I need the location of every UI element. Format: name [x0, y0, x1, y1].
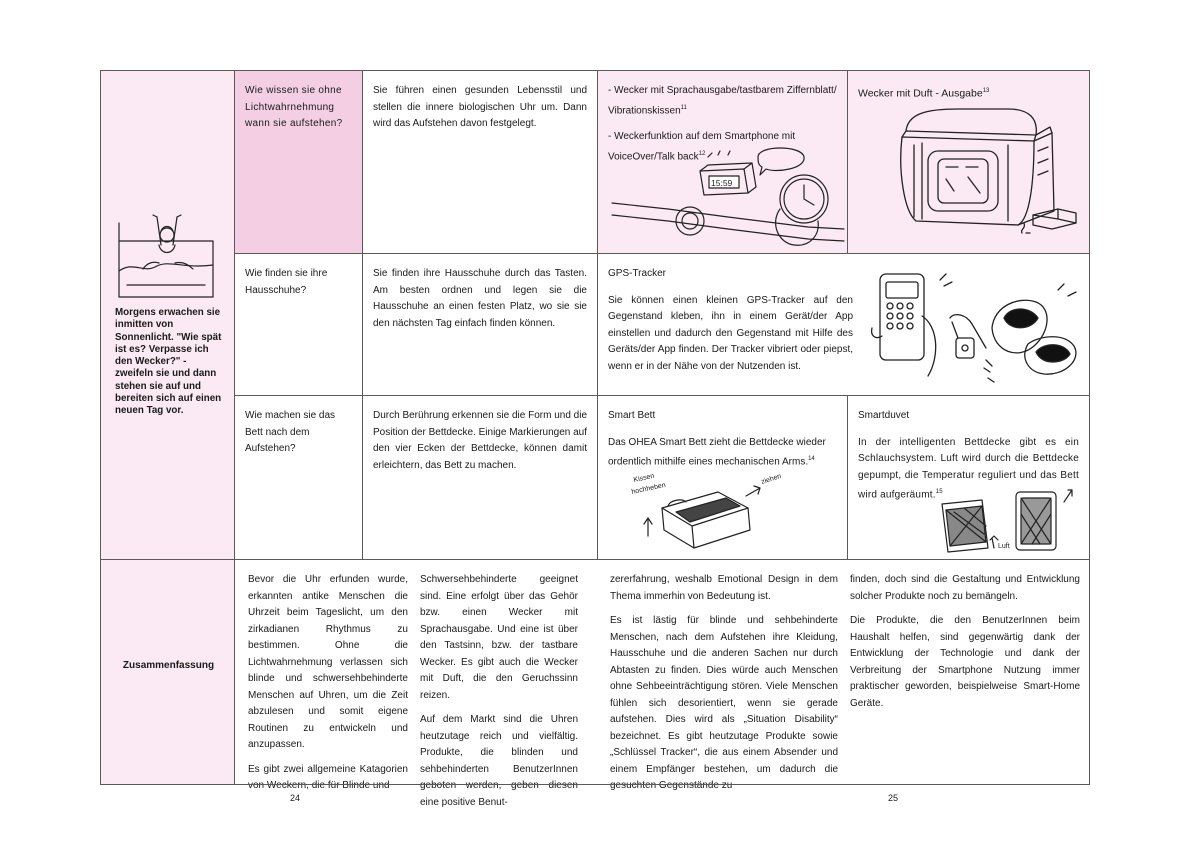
product-3a-title: Smart Bett	[608, 410, 656, 421]
answer-3: Durch Berührung erkennen sie die Form und die Position der Bettdecke. Einige Markierungen auf den vier Ecken der Bettdecke, können damit erleichtern, das Bett zu machen.	[373, 410, 588, 471]
summary-col1-p1: Bevor die Uhr erfunden wurde, erkannten antike Menschen die Uhrzeit beim Tageslicht, um den zirkadianen Rhythmus zu bestimmen. Ohne die Lichtwahrnehmung verlassen sich blinde und schwersehbehinderte Menschen auf Uhren, um die Zeit abzulesen und somit eigene Routinen zu entwickeln und anzupassen.	[248, 574, 408, 750]
ref-13: 13	[982, 88, 990, 94]
question-cell-2	[235, 254, 363, 396]
scent-alarm-illustration	[858, 101, 1083, 251]
summary-col2-p2: Auf dem Markt sind die Uhren heutzutage reich und vielfältig. Produkte, die blinden und sehbehinderten BenutzerInnen geboten werden, geben diesen eine positive Benut-	[420, 714, 578, 808]
answer-cell-3	[363, 396, 598, 560]
summary-col-4	[850, 572, 1080, 720]
answer-cell-1	[363, 70, 598, 254]
product-3b-title: Smartduvet	[858, 410, 910, 421]
gps-tracker-illustration	[868, 266, 1083, 391]
summary-col1-p2: Es gibt zwei allgemeine Katagorien von Weckern, die für Blinde und	[248, 763, 408, 791]
ref-11: 11	[680, 104, 687, 111]
question-3: Wie machen sie das Bett nach dem Aufstehen?	[245, 410, 336, 454]
summary-col4-p1: finden, doch sind die Gestaltung und Entwicklung solcher Produkte noch zu bemängeln.	[850, 574, 1080, 602]
product-3b-text: In der intelligenten Bettdecke gibt es ein Schlauchsystem. Luft wird durch die Bettdecke gepumpt, die Temperatur reguliert und das Bett wird aufgeräumt.	[858, 436, 1079, 501]
product-2-title: GPS-Tracker	[608, 268, 666, 279]
smart-duvet-label-luft: Luft	[998, 543, 1010, 550]
smart-bed-label-kissen: Kissen	[632, 472, 655, 484]
summary-label-cell	[100, 560, 235, 785]
summary-col4-p2: Die Produkte, die den BenutzerInnen beim Haushalt helfen, sind gegenwärtig dank der Entwicklung der Technologie und dank der Verbreitung der Smartphone Nutzung immer praktischer geworden, beispielweise Smart-Home Geräte.	[850, 615, 1080, 709]
summary-col-1	[248, 572, 408, 803]
smart-bed-illustration	[628, 468, 798, 556]
product-1b-title: Wecker mit Duft - Ausgabe	[858, 87, 983, 100]
product-cell-2	[598, 254, 1090, 396]
answer-cell-2	[363, 254, 598, 396]
product-cell-1a	[598, 70, 848, 254]
product-1a-line1: - Wecker mit Sprachausgabe/tastbarem Ziffernblatt/ Vibrationskissen	[608, 85, 837, 116]
smart-bed-label-hochheben: hochheben	[630, 481, 667, 496]
question-cell-3	[235, 396, 363, 560]
question-2: Wie finden sie ihre Hausschuhe?	[245, 268, 328, 296]
summary-col3-p2: Es ist lästig für blinde und sehbehinderte Menschen, nach dem Aufstehen ihre Kleidung, Hausschuhe und die anderen Sachen nur durch Abtasten zu finden. Dies würde auch Menschen ohne Sehbeeinträchtigung stören. Viele Menschen fühlen sich desorientiert, wenn sie gerade aufstehen. Dies wird als „Situation Disability“ bezeichnet. Es gibt heutzutage Produkte sowie „Schlüssel Tracker“, die aus einem Absender und einem Empfänger bestehen, um dadurch die gesuchten Gegenstände zu	[610, 615, 838, 791]
page-number-left: 24	[290, 793, 301, 803]
summary-col-3	[610, 572, 838, 803]
scenario-text: Morgens erwachen sie inmitten von Sonnenlicht. "Wie spät ist es? Verpasse ich den Wecker?" - zweifeln sie und dann stehen sie auf und bereiten sich auf einen neuen Tag vor.	[115, 307, 222, 417]
product-1a-line2: - Weckerfunktion auf dem Smartphone mit VoiceOver/Talk back	[608, 131, 796, 163]
smart-duvet-illustration	[932, 486, 1082, 556]
ref-14: 14	[808, 456, 815, 462]
ref-12: 12	[698, 150, 706, 157]
answer-1: Sie führen einen gesunden Lebensstil und stellen die innere biologischen Uhr um. Dann wird das Aufstehen davon festgelegt.	[373, 85, 587, 129]
product-cell-1b	[848, 70, 1090, 254]
answer-2: Sie finden ihre Hausschuhe durch das Tasten. Am besten ordnen und legen sie die Hausschuhe an einen festen Platz, wo sie sie den nächsten Tag einfach finden können.	[373, 268, 587, 329]
product-2-text: Sie können einen kleinen GPS-Tracker auf den Gegenstand kleben, ihn in einem Gerät/der App einstellen und dadurch den Gegenstand mit Hilfe des Geräts/der App finden. Der Tracker vibriert oder piepst, wenn er in der Nähe von der Nutzenden ist.	[608, 294, 853, 372]
summary-col3-p1: zererfahrung, weshalb Emotional Design in dem Thema immerhin von Bedeutung ist.	[610, 574, 838, 602]
product-cell-3a	[598, 396, 848, 560]
ref-15: 15	[935, 489, 943, 495]
alarm-clocks-illustration	[608, 143, 844, 253]
product-cell-3b	[848, 396, 1090, 560]
clock-display: 15:59	[711, 178, 733, 188]
page-number-right: 25	[888, 793, 899, 803]
person-waking-illustration	[113, 211, 218, 303]
product-3a-text: Das OHEA Smart Bett zieht die Bettdecke wieder ordentlich mithilfe eines mechanischen Arms.	[608, 436, 826, 468]
scenario-cell	[100, 70, 235, 560]
question-cell-1	[235, 70, 363, 254]
question-1: Wie wissen sie ohne Lichtwahrnehmung wann sie aufstehen?	[245, 85, 343, 129]
summary-col-2	[420, 572, 578, 819]
summary-col2-p1: Schwersehbehinderte geeignet sind. Eine erfolgt über das Gehör bzw. einen Wecker mit Sprachausgabe. Und eine ist über den Tastsinn, bzw. der tastbare Wecker. Es gibt auch die Wecker mit Duft, die den Geruchssinn reizen.	[420, 574, 578, 701]
smart-bed-label-ziehen: ziehen	[760, 472, 783, 486]
summary-label: Zusammenfassung	[122, 660, 215, 671]
